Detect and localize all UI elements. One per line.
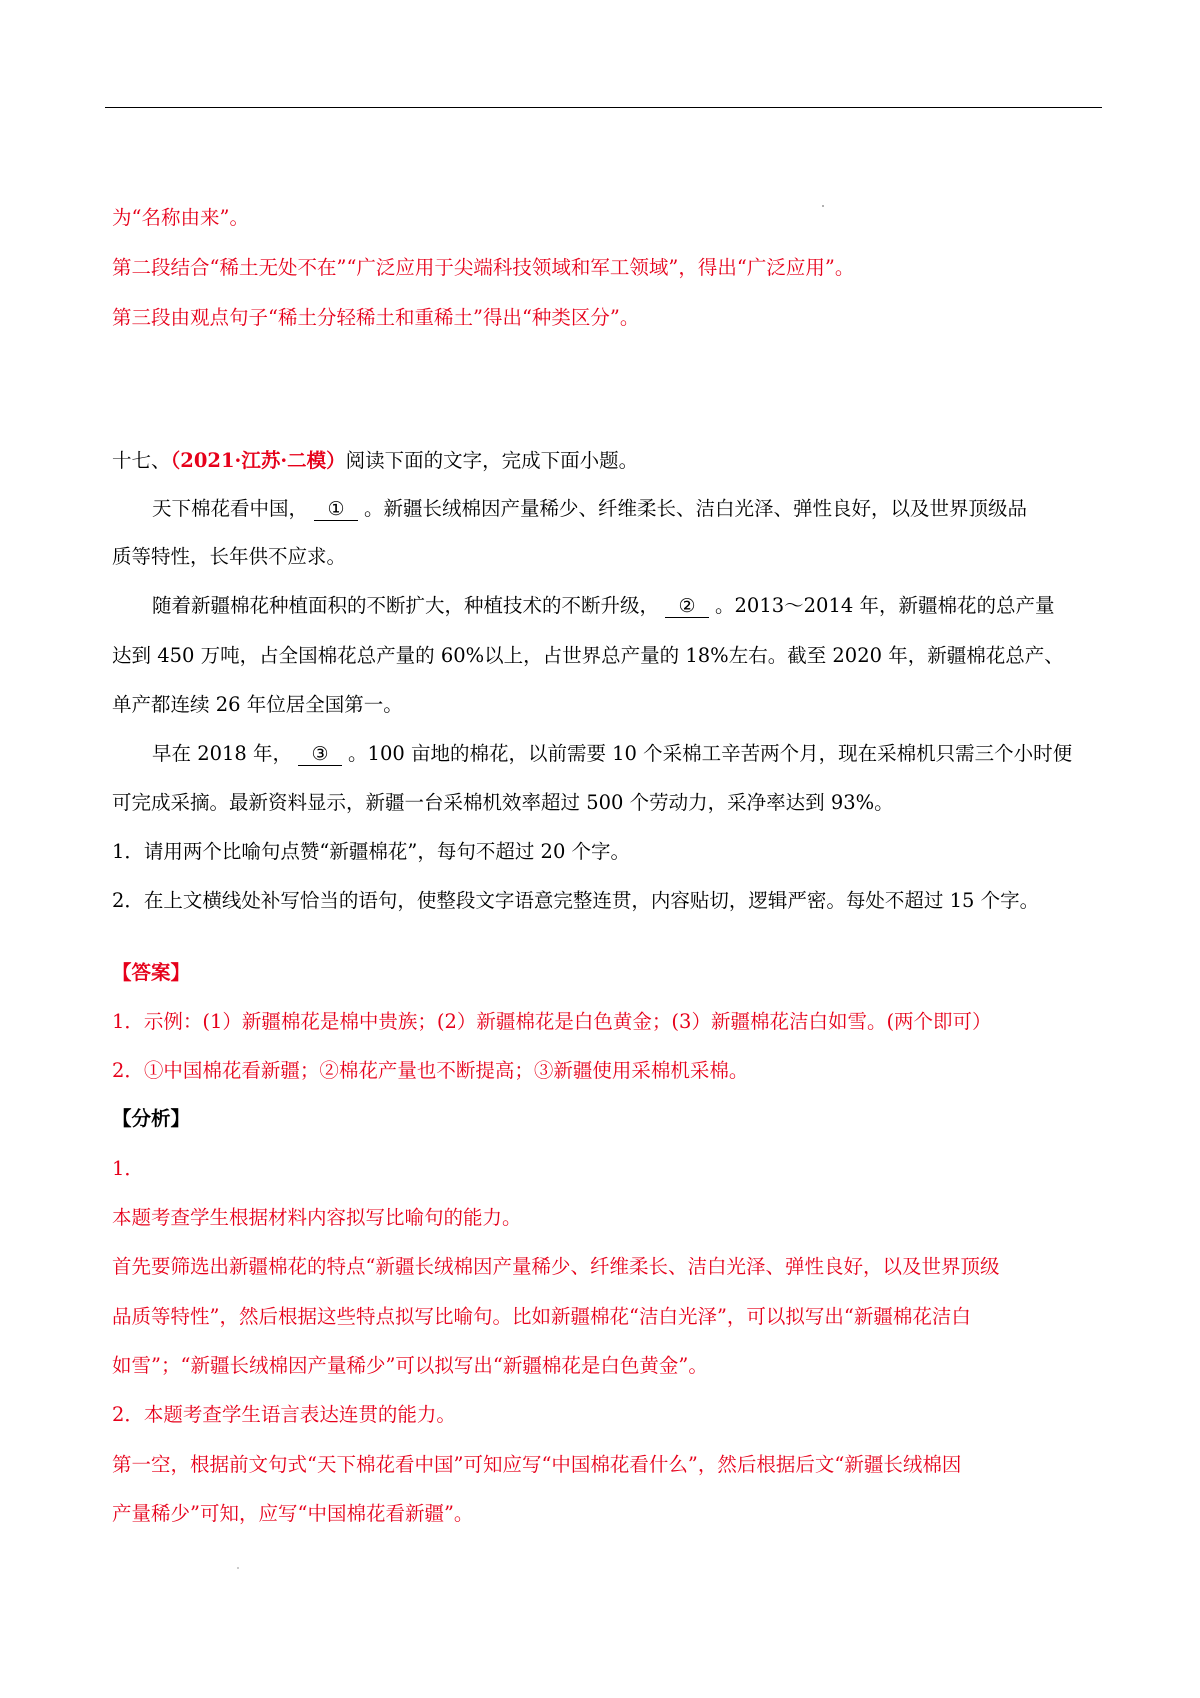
analysis-line-5: 2．本题考查学生语言表达连贯的能力。: [112, 1403, 456, 1426]
blank-1: ①: [314, 498, 358, 521]
prev-answer-line-2: 第二段结合“稀土无处不在”“广泛应用于尖端科技领域和军工领域”，得出“广泛应用”。: [112, 256, 855, 279]
analysis-label: 【分析】: [112, 1107, 191, 1130]
answer-label: 【答案】: [112, 961, 191, 984]
question-source: （2021·江苏·二模）: [170, 449, 346, 472]
passage-p2-line-3: 单产都连续 26 年位居全国第一。: [112, 693, 403, 716]
passage-p1-line-2: 质等特性，长年供不应求。: [112, 545, 347, 568]
passage-p2-line-2: 达到 450 万吨，占全国棉花总产量的 60%以上，占世界总产量的 18%左右。截至 2020 年，新疆棉花总产、: [112, 644, 1064, 667]
passage-p3-line-1: 早在 2018 年， ③ 。100 亩地的棉花，以前需要 10 个采棉工辛苦两个月，现在采棉机只需三个小时便: [152, 742, 1073, 765]
analysis-number-1: 1．: [112, 1157, 144, 1180]
blank-2: ②: [665, 595, 709, 618]
question-header: [112, 448, 638, 474]
analysis-line-1: 本题考查学生根据材料内容拟写比喻句的能力。: [112, 1206, 522, 1229]
prev-answer-line-3: 第三段由观点句子“稀土分轻稀土和重稀土”得出“种类区分”。: [112, 306, 640, 329]
question-instruction: 阅读下面的文字，完成下面小题。: [345, 449, 639, 472]
analysis-line-6: 第一空，根据前文句式“天下棉花看中国”可知应写“中国棉花看什么”，然后根据后文“新疆长绒棉因: [112, 1453, 962, 1476]
stray-dot: [822, 205, 824, 207]
passage-p2-line-1: 随着新疆棉花种植面积的不断扩大，种植技术的不断升级， ② 。2013～2014 年，新疆棉花的总产量: [152, 594, 1055, 617]
analysis-line-2: 首先要筛选出新疆棉花的特点“新疆长绒棉因产量稀少、纤维柔长、洁白光泽、弹性良好，以及世界顶级: [112, 1255, 1000, 1278]
blank-3: ③: [298, 743, 342, 766]
sub-question-2: 2．在上文横线处补写恰当的语句，使整段文字语意完整连贯，内容贴切，逻辑严密。每处不超过 15 个字。: [112, 889, 1040, 912]
analysis-line-3: 品质等特性”，然后根据这些特点拟写比喻句。比如新疆棉花“洁白光泽”，可以拟写出“新疆棉花洁白: [112, 1305, 971, 1328]
stray-dot: [237, 1567, 239, 1569]
passage-p1-line-1: 天下棉花看中国， ① 。新疆长绒棉因产量稀少、纤维柔长、洁白光泽、弹性良好，以及世界顶级品: [152, 497, 1028, 520]
analysis-line-7: 产量稀少”可知，应写“中国棉花看新疆”。: [112, 1502, 474, 1525]
analysis-line-4: 如雪”；“新疆长绒棉因产量稀少”可以拟写出“新疆棉花是白色黄金”。: [112, 1354, 708, 1377]
question-number: 十七、: [112, 449, 171, 472]
answer-1: 1．示例：(1）新疆棉花是棉中贵族；(2）新疆棉花是白色黄金；(3）新疆棉花洁白如雪。(两个即可）: [112, 1010, 992, 1033]
prev-answer-line-1: 为“名称由来”。: [112, 206, 249, 229]
answer-2: 2．①中国棉花看新疆；②棉花产量也不断提高；③新疆使用采棉机采棉。: [112, 1059, 749, 1082]
sub-question-1: 1．请用两个比喻句点赞“新疆棉花”，每句不超过 20 个字。: [112, 840, 631, 863]
header-rule: [105, 107, 1102, 108]
passage-p3-line-2: 可完成采摘。最新资料显示，新疆一台采棉机效率超过 500 个劳动力，采净率达到 93%。: [112, 791, 894, 814]
